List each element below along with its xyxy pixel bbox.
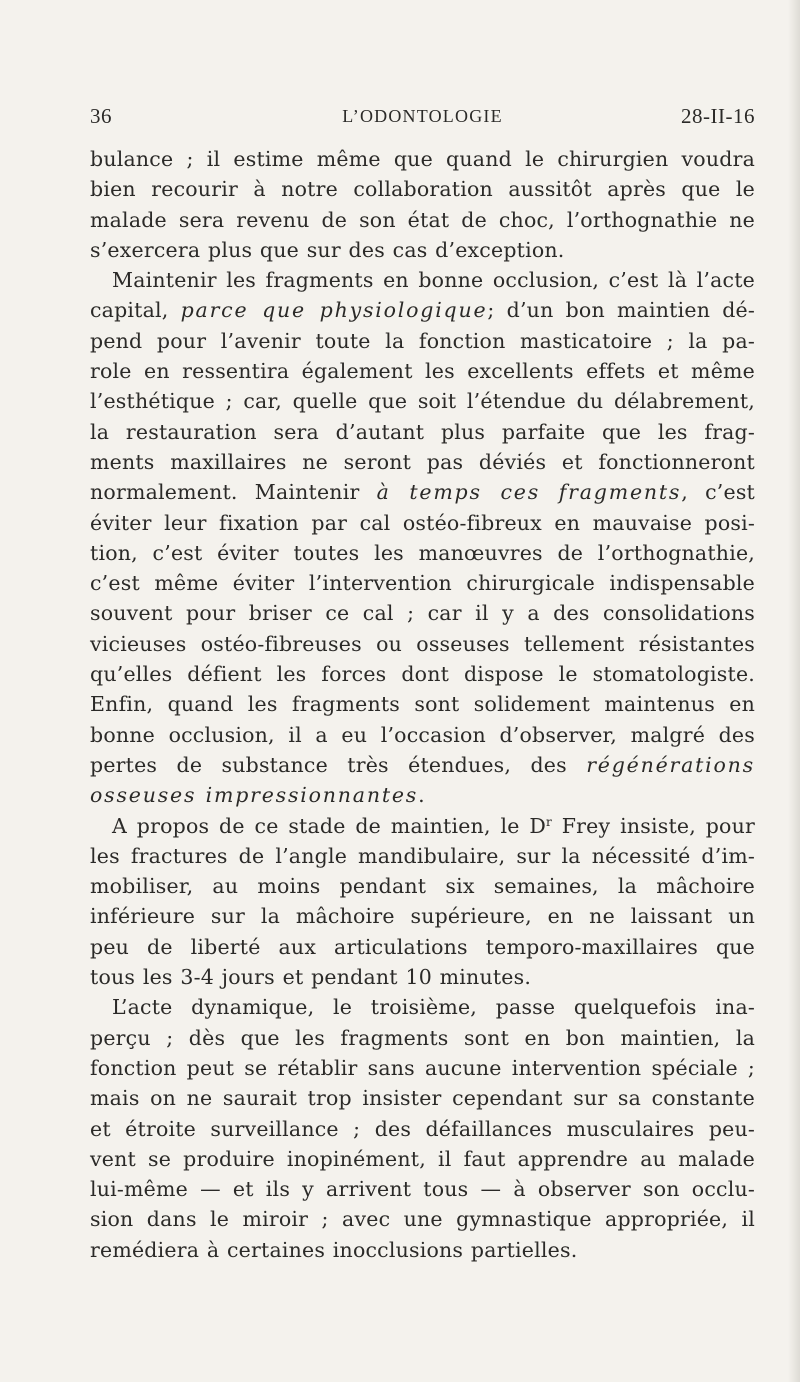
text-line: souvent pour briser ce cal ; car il y a des consolidations xyxy=(90,601,755,626)
body-text xyxy=(90,144,755,1265)
italic-phrase: régénérations xyxy=(586,752,755,777)
text-line: A propos de ce stade de maintien, le $D^r$ Frey insiste, pour xyxy=(112,813,755,838)
text-line: la restauration sera d’autant plus parfaite que les frag- xyxy=(90,419,755,444)
text-line: remédiera à certaines inocclusions partielles. xyxy=(90,1237,578,1262)
running-header xyxy=(90,104,755,134)
text-line: inférieure sur la mâchoire supérieure, en ne laissant un xyxy=(90,904,755,929)
issue-date: 28-II-16 xyxy=(681,104,755,128)
text-line: lui-même — et ils y arrivent tous — à observer son occlu- xyxy=(90,1177,755,1202)
text-line: bonne occlusion, il a eu l’occasion d’observer, malgré des xyxy=(90,722,755,747)
text-line: bulance ; il estime même que quand le chirurgien voudra xyxy=(90,147,755,171)
text-line: qu’elles défient les forces dont dispose le stomatologiste. xyxy=(90,662,755,687)
text-line: et étroite surveillance ; des défaillances musculaires peu- xyxy=(90,1116,755,1141)
text-line: tion, c’est éviter toutes les manœuvres de l’orthognathie, xyxy=(90,540,755,565)
text-line: éviter leur fixation par cal ostéo-fibreux en mauvaise posi- xyxy=(90,510,755,535)
italic-phrase: à temps ces fragments xyxy=(376,480,682,505)
text-line: L’acte dynamique, le troisième, passe quelquefois ina- xyxy=(112,995,755,1020)
superscript: r xyxy=(546,814,552,829)
italic-phrase: osseuses impressionnantes xyxy=(90,783,419,808)
text-line: pend pour l’avenir toute la fonction masticatoire ; la pa- xyxy=(90,328,755,353)
text-line: vicieuses ostéo-fibreuses ou osseuses tellement résistantes xyxy=(90,631,755,656)
italic-phrase: parce que physiologique xyxy=(180,298,488,323)
page-number: 36 xyxy=(90,104,112,128)
text-line: c’est même éviter l’intervention chirurgicale indispensable xyxy=(90,571,755,596)
text-line: osseuses impressionnantes. xyxy=(90,783,425,808)
text-line: pertes de substance très étendues, des régénérations xyxy=(90,752,755,777)
journal-title: L’ODONTOLOGIE xyxy=(342,106,503,126)
text-line: ments maxillaires ne seront pas déviés et fonctionneront xyxy=(90,449,755,474)
text-line: l’esthétique ; car, quelle que soit l’étendue du délabrement, xyxy=(90,389,755,414)
text-line: vent se produire inopinément, il faut apprendre au malade xyxy=(90,1146,755,1171)
text-line: tous les 3-4 jours et pendant 10 minutes. xyxy=(90,965,532,990)
text-line: mobiliser, au moins pendant six semaines, la mâchoire xyxy=(90,874,755,899)
page-edge-shadow xyxy=(788,0,800,1382)
text-line: perçu ; dès que les fragments sont en bon maintien, la xyxy=(90,1025,755,1050)
text-line: mais on ne saurait trop insister cependant sur sa constante xyxy=(90,1086,755,1111)
text-line: s’exercera plus que sur des cas d’exception. xyxy=(90,237,565,262)
text-line: les fractures de l’angle mandibulaire, sur la nécessité d’im- xyxy=(90,843,755,868)
text-line: capital, parce que physiologique; d’un bon maintien dé- xyxy=(90,298,755,323)
text-line: malade sera revenu de son état de choc, l’orthognathie ne xyxy=(90,207,755,232)
text-line: Enfin, quand les fragments sont solidement maintenus en xyxy=(90,692,755,717)
text-line: bien recourir à notre collaboration aussitôt après que le xyxy=(90,177,755,202)
text-line: sion dans le miroir ; avec une gymnastique appropriée, il xyxy=(90,1207,755,1232)
text-line: role en ressentira également les excellents effets et même xyxy=(90,359,755,384)
text-line: Maintenir les fragments en bonne occlusion, c’est là l’acte xyxy=(112,268,755,293)
text-line: fonction peut se rétablir sans aucune intervention spéciale ; xyxy=(90,1055,755,1080)
text-line: peu de liberté aux articulations temporo-maxillaires que xyxy=(90,934,755,959)
text-line: normalement. Maintenir à temps ces fragments, c’est xyxy=(90,480,756,505)
